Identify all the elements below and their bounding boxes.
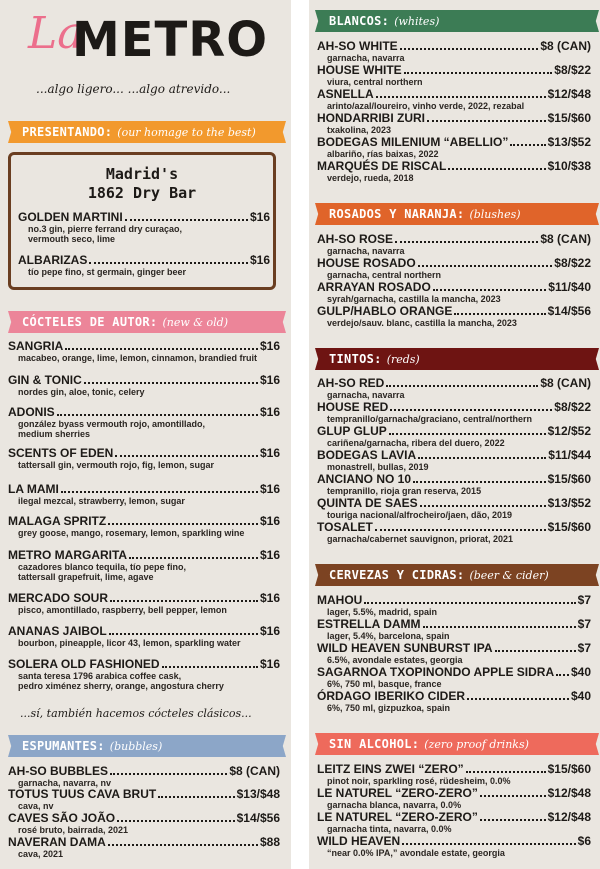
presentando-banner: [14, 121, 280, 143]
menu-item-row: [8, 405, 280, 419]
menu-item-description: verdejo, rueda, 2018: [327, 173, 414, 183]
dot-leader: [402, 843, 576, 845]
menu-item-description: macabeo, orange, lime, lemon, cinnamon, brandied fruit: [18, 353, 258, 363]
menu-item: [8, 764, 280, 788]
dot-leader: [386, 385, 538, 387]
menu-item-row: [317, 39, 591, 53]
menu-item-row: [317, 256, 591, 270]
menu-item-description: cariñena/garnacha, ribera del duero, 2022: [327, 438, 505, 448]
sinalcohol-title: SIN ALCOHOL:: [329, 737, 420, 751]
menu-item-row: [317, 593, 591, 607]
dot-leader: [162, 666, 258, 668]
menu-item-price: $8/$22: [554, 400, 591, 414]
menu-item: [8, 787, 280, 811]
sinalcohol-banner: [321, 733, 593, 755]
menu-item-row: [8, 787, 280, 801]
menu-item-description: santa teresa 1796 arabica coffee cask,: [18, 671, 182, 681]
menu-item-name: LE NATUREL “ZERO-ZERO”: [317, 786, 478, 800]
menu-item-name: BODEGAS MILENIUM “ABELLIO”: [317, 135, 509, 149]
dot-leader: [480, 819, 546, 821]
menu-item: [317, 762, 591, 786]
menu-item-description: garnacha, navarra: [327, 246, 405, 256]
menu-item-row: [18, 253, 270, 267]
dot-leader: [423, 626, 576, 628]
rosados-banner: [321, 203, 593, 225]
menu-item-row: [317, 424, 591, 438]
menu-item-row: [8, 811, 280, 825]
menu-item-description: txakolina, 2023: [327, 125, 392, 135]
menu-item-description: pisco, amontillado, raspberry, bell pepper, lemon: [18, 605, 227, 615]
menu-item-row: [317, 472, 591, 486]
menu-item: [317, 520, 591, 544]
menu-item-description: syrah/garnacha, castilla la mancha, 2023: [327, 294, 501, 304]
menu-item-name: GULP/HABLO ORANGE: [317, 304, 453, 318]
menu-item: [8, 657, 280, 691]
tintos-title: TINTOS:: [329, 352, 382, 366]
menu-item-price: $6: [577, 834, 591, 848]
menu-item-name: AH-SO WHITE: [317, 39, 398, 53]
menu-item-description: tattersall grapefruit, lime, agave: [18, 572, 154, 582]
menu-item-name: WILD HEAVEN: [317, 834, 401, 848]
menu-item-price: $40: [570, 665, 591, 679]
menu-item-name: BODEGAS LAVIA: [317, 448, 417, 462]
menu-item-description: pedro ximénez sherry, orange, angostura cherry: [18, 681, 224, 691]
menu-item: [317, 448, 591, 472]
menu-item-name: MAHOU: [317, 593, 363, 607]
menu-item: [317, 111, 591, 135]
menu-item: [317, 400, 591, 424]
menu-item: [8, 835, 280, 859]
menu-item-description: cava, nv: [18, 801, 54, 811]
menu-item: [317, 256, 591, 280]
menu-item-row: [317, 63, 591, 77]
dot-leader: [84, 382, 258, 384]
menu-item-price: $88: [259, 835, 280, 849]
menu-item: [317, 689, 591, 713]
menu-item-name: HOUSE ROSADO: [317, 256, 416, 270]
menu-item-row: [317, 400, 591, 414]
menu-item: [317, 810, 591, 834]
menu-item-row: [8, 657, 280, 671]
menu-item-name: ANCIANO NO 10: [317, 472, 412, 486]
menu-item-row: [8, 835, 280, 849]
menu-item-name: ADONIS: [8, 405, 55, 419]
sinalcohol-subtitle: (zero proof drinks): [424, 737, 529, 751]
menu-item: [317, 472, 591, 496]
menu-item: [18, 210, 270, 244]
dot-leader: [480, 795, 546, 797]
menu-item-price: $12/$52: [547, 424, 591, 438]
menu-item: [8, 405, 280, 439]
menu-item-row: [8, 339, 280, 353]
cervezas-subtitle: (beer & cider): [469, 568, 549, 582]
dot-leader: [400, 48, 539, 50]
menu-item-description: tío pepe fino, st germain, ginger beer: [28, 267, 187, 277]
menu-item: [317, 641, 591, 665]
espumantes-title: ESPUMANTES:: [22, 739, 105, 753]
dot-leader: [115, 455, 258, 457]
dot-leader: [376, 96, 546, 98]
menu-item-row: [317, 617, 591, 631]
menu-item-price: $16: [259, 482, 280, 496]
menu-item-price: $15/$60: [547, 472, 591, 486]
menu-item-price: $14/$56: [236, 811, 280, 825]
menu-item-price: $15/$60: [547, 111, 591, 125]
menu-item-price: $15/$60: [547, 520, 591, 534]
blancos-title: BLANCOS:: [329, 14, 390, 28]
dry-bar-title-line1: Madrid's: [105, 165, 179, 183]
dot-leader: [448, 168, 545, 170]
rosados-subtitle: (blushes): [469, 207, 521, 221]
menu-item-row: [317, 641, 591, 655]
menu-item-description: no.3 gin, pierre ferrand dry curaçao,: [28, 224, 183, 234]
menu-item-row: [317, 232, 591, 246]
menu-item: [317, 87, 591, 111]
menu-item-description: nordes gin, aloe, tonic, celery: [18, 387, 145, 397]
menu-item-name: MERCADO SOUR: [8, 591, 109, 605]
dry-bar-title-line2: 1862 Dry Bar: [87, 184, 197, 202]
menu-item-description: albariño, rías baixas, 2022: [327, 149, 439, 159]
menu-item: [8, 811, 280, 835]
dot-leader: [390, 409, 552, 411]
menu-item-price: $13/$52: [547, 496, 591, 510]
menu-item-price: $12/$48: [547, 786, 591, 800]
menu-item-name: AH-SO ROSE: [317, 232, 394, 246]
menu-item-row: [317, 135, 591, 149]
menu-item: [317, 159, 591, 183]
menu-item-price: $16: [259, 591, 280, 605]
menu-item-name: TOTUS TUUS CAVA BRUT: [8, 787, 157, 801]
menu-item-name: METRO MARGARITA: [8, 548, 128, 562]
menu-item: [317, 280, 591, 304]
dot-leader: [109, 633, 258, 635]
dot-leader: [57, 414, 258, 416]
menu-item-row: [317, 304, 591, 318]
dot-leader: [510, 144, 545, 146]
menu-item-row: [317, 520, 591, 534]
dot-leader: [108, 523, 258, 525]
menu-item-description: garnacha, navarra: [327, 53, 405, 63]
menu-item-name: HOUSE WHITE: [317, 63, 402, 77]
menu-item-description: tempranillo/garnacha/graciano, central/northern: [327, 414, 533, 424]
menu-item: [8, 446, 280, 470]
menu-item-price: $11/$44: [548, 448, 591, 462]
menu-item-description: pinot noir, sparkling rosé, rüdesheim, 0.0%: [327, 776, 511, 786]
menu-item-description: lager, 5.4%, barcelona, spain: [327, 631, 450, 641]
menu-item-price: $16: [259, 624, 280, 638]
menu-item-name: LE NATUREL “ZERO-ZERO”: [317, 810, 478, 824]
menu-item-description: cava, 2021: [18, 849, 64, 859]
menu-item-description: vermouth seco, lime: [28, 234, 116, 244]
dot-leader: [420, 505, 546, 507]
blancos-banner: [321, 10, 593, 32]
menu-item-row: [317, 762, 591, 776]
menu-item-row: [8, 446, 280, 460]
menu-item-name: ARRAYAN ROSADO: [317, 280, 431, 294]
tagline: ...algo ligero... ...algo atrevido...: [36, 82, 231, 96]
menu-item-row: [317, 448, 591, 462]
presentando-title: PRESENTANDO:: [22, 125, 113, 139]
menu-item-description: tattersall gin, vermouth rojo, fig, lemon, sugar: [18, 460, 215, 470]
dot-leader: [404, 72, 553, 74]
menu-item-name: NAVERAN DAMA: [8, 835, 106, 849]
menu-item-row: [317, 111, 591, 125]
menu-item-price: $7: [577, 617, 591, 631]
menu-item: [8, 624, 280, 648]
menu-item-description: 6%, 750 ml, gizpuzkoa, spain: [327, 703, 451, 713]
menu-item-description: garnacha tinta, navarra, 0.0%: [327, 824, 452, 834]
menu-item-name: AH-SO RED: [317, 376, 385, 390]
menu-item-price: $8/$22: [554, 63, 591, 77]
tintos-banner: [321, 348, 593, 370]
menu-item: [317, 665, 591, 689]
menu-item: [317, 232, 591, 256]
dot-leader: [117, 820, 234, 822]
dot-leader: [418, 265, 553, 267]
menu-item: [317, 63, 591, 87]
dot-leader: [413, 481, 546, 483]
menu-item-description: 6%, 750 ml, basque, france: [327, 679, 442, 689]
menu-item: [317, 617, 591, 641]
menu-item-description: viura, central northern: [327, 77, 423, 87]
blancos-subtitle: (whites): [394, 14, 440, 28]
menu-item-description: lager, 5.5%, madrid, spain: [327, 607, 438, 617]
menu-item-description: monastrell, bullas, 2019: [327, 462, 429, 472]
menu-item-price: $12/$48: [547, 87, 591, 101]
menu-item-row: [8, 591, 280, 605]
menu-item-row: [8, 482, 280, 496]
menu-item-price: $16: [249, 210, 270, 224]
menu-item-row: [317, 689, 591, 703]
menu-item-description: medium sherries: [18, 429, 91, 439]
menu-item-name: ALBARIZAS: [18, 253, 88, 267]
menu-item-price: $11/$40: [548, 280, 591, 294]
menu-item-name: SOLERA OLD FASHIONED: [8, 657, 160, 671]
menu-item-name: SCENTS OF EDEN: [8, 446, 114, 460]
menu-item-description: cazadores blanco tequila, tío pepe fino,: [18, 562, 187, 572]
menu-item-price: $8/$22: [554, 256, 591, 270]
menu-item-price: $16: [249, 253, 270, 267]
menu-item-price: $8 (CAN): [540, 39, 591, 53]
menu-item-name: HOUSE RED: [317, 400, 389, 414]
dot-leader: [395, 241, 538, 243]
menu-item-price: $13/$52: [547, 135, 591, 149]
menu-item-price: $8 (CAN): [229, 764, 280, 778]
left-menu-column: [0, 0, 291, 869]
menu-item-price: $10/$38: [547, 159, 591, 173]
menu-item-row: [317, 786, 591, 800]
menu-item-name: ANANAS JAIBOL: [8, 624, 107, 638]
menu-item-description: garnacha blanca, navarra, 0.0%: [327, 800, 462, 810]
dot-leader: [129, 557, 258, 559]
menu-item-price: $7: [577, 593, 591, 607]
menu-item: [8, 548, 280, 582]
dot-leader: [125, 219, 248, 221]
menu-item-name: ASNELLA: [317, 87, 374, 101]
right-menu-column: [309, 0, 600, 869]
logo-la: La: [28, 8, 84, 59]
menu-item-name: WILD HEAVEN SUNBURST IPA: [317, 641, 493, 655]
menu-item-name: AH-SO BUBBLES: [8, 764, 109, 778]
menu-item-name: GLUP GLUP: [317, 424, 387, 438]
menu-item-name: MALAGA SPRITZ: [8, 514, 107, 528]
dot-leader: [158, 796, 234, 798]
espumantes-banner: [14, 735, 280, 757]
menu-item-name: ÓRDAGO IBERIKO CIDER: [317, 689, 466, 703]
menu-item-row: [317, 159, 591, 173]
menu-item-description: verdejo/sauv. blanc, castilla la mancha, 2023: [327, 318, 517, 328]
menu-item-name: SANGRIA: [8, 339, 64, 353]
menu-item: [8, 514, 280, 538]
menu-item-description: touriga nacional/alfrocheiro/jaen, dão, 2019: [327, 510, 513, 520]
menu-item-row: [8, 624, 280, 638]
menu-item-name: SAGARNOA TXOPINONDO APPLE SIDRA: [317, 665, 555, 679]
menu-item-row: [8, 514, 280, 528]
menu-item-price: $16: [259, 548, 280, 562]
cocteles-title: CÓCTELES DE AUTOR:: [22, 315, 158, 329]
menu-item-row: [18, 210, 270, 224]
menu-item: [317, 496, 591, 520]
menu-item-row: [8, 373, 280, 387]
dot-leader: [108, 844, 258, 846]
menu-item-row: [8, 548, 280, 562]
menu-item: [317, 39, 591, 63]
menu-item-price: $16: [259, 339, 280, 353]
dot-leader: [389, 433, 546, 435]
menu-item-price: $40: [570, 689, 591, 703]
menu-item: [8, 373, 280, 397]
menu-item-description: grey goose, mango, rosemary, lemon, sparkling wine: [18, 528, 245, 538]
menu-item-description: tempranillo, rioja gran reserva, 2015: [327, 486, 482, 496]
menu-item-name: LA MAMI: [8, 482, 59, 496]
menu-item-price: $14/$56: [547, 304, 591, 318]
dot-leader: [364, 602, 575, 604]
menu-item-description: garnacha, navarra: [327, 390, 405, 400]
dot-leader: [433, 289, 546, 291]
dot-leader: [556, 674, 569, 676]
menu-item-price: $7: [577, 641, 591, 655]
menu-item-name: GOLDEN MARTINI: [18, 210, 123, 224]
menu-item: [317, 135, 591, 159]
menu-item-name: MARQUÉS DE RISCAL: [317, 159, 447, 173]
dot-leader: [466, 771, 546, 773]
menu-item-description: garnacha, central northern: [327, 270, 442, 280]
menu-item-price: $16: [259, 514, 280, 528]
dot-leader: [110, 773, 227, 775]
menu-item: [317, 304, 591, 328]
menu-item-price: $16: [259, 657, 280, 671]
menu-item: [317, 786, 591, 810]
menu-item-name: GIN & TONIC: [8, 373, 82, 387]
menu-item-row: [317, 665, 591, 679]
menu-item-description: 6.5%, avondale estates, georgia: [327, 655, 463, 665]
dot-leader: [454, 313, 545, 315]
menu-item-row: [317, 87, 591, 101]
menu-item-name: HONDARRIBI ZURI: [317, 111, 425, 125]
menu-item: [8, 482, 280, 506]
menu-item-description: ilegal mezcal, strawberry, lemon, sugar: [18, 496, 185, 506]
cervezas-title: CERVEZAS Y CIDRAS:: [329, 568, 465, 582]
menu-item-price: $15/$60: [547, 762, 591, 776]
dot-leader: [61, 491, 258, 493]
menu-item-price: $16: [259, 373, 280, 387]
cocteles-subtitle: (new & old): [162, 315, 229, 329]
menu-item-price: $16: [259, 446, 280, 460]
menu-item-price: $8 (CAN): [540, 232, 591, 246]
menu-item-price: $8 (CAN): [540, 376, 591, 390]
dot-leader: [89, 262, 248, 264]
tintos-subtitle: (reds): [386, 352, 420, 366]
menu-item-description: “near 0.0% IPA,” avondale estate, georgia: [327, 848, 505, 858]
dot-leader: [418, 457, 546, 459]
dot-leader: [110, 600, 258, 602]
dot-leader: [375, 529, 546, 531]
menu-item-description: rosé bruto, bairrada, 2021: [18, 825, 129, 835]
la-metro-logo: [28, 4, 288, 74]
menu-item-description: gonzález byass vermouth rojo, amontillado,: [18, 419, 206, 429]
cocteles-banner: [14, 311, 280, 333]
menu-item-description: garnacha, navarra, nv: [18, 778, 112, 788]
menu-item-description: arinto/azal/loureiro, vinho verde, 2022, rezabal: [327, 101, 525, 111]
menu-item-row: [8, 764, 280, 778]
menu-item: [8, 591, 280, 615]
menu-item-name: ESTRELLA DAMM: [317, 617, 421, 631]
classic-cocktails-note: ...sí, también hacemos cócteles clásicos...: [20, 707, 252, 720]
menu-item-description: bourbon, pineapple, licor 43, lemon, sparkling water: [18, 638, 241, 648]
menu-item-name: TOSALET: [317, 520, 373, 534]
menu-item: [317, 376, 591, 400]
logo-metro: METRO: [72, 12, 269, 68]
menu-item-row: [317, 280, 591, 294]
menu-item-row: [317, 810, 591, 824]
menu-item: [8, 339, 280, 363]
menu-item-row: [317, 376, 591, 390]
menu-item-row: [317, 496, 591, 510]
menu-item-row: [317, 834, 591, 848]
menu-item: [317, 424, 591, 448]
menu-item: [18, 253, 270, 277]
menu-item: [317, 593, 591, 617]
menu-item: [317, 834, 591, 858]
dot-leader: [495, 650, 576, 652]
menu-item-price: $12/$48: [547, 810, 591, 824]
espumantes-subtitle: (bubbles): [109, 739, 163, 753]
presentando-subtitle: (our homage to the best): [117, 125, 256, 139]
rosados-title: ROSADOS Y NARANJA:: [329, 207, 465, 221]
menu-item-price: $13/$48: [236, 787, 280, 801]
menu-item-description: garnacha/cabernet sauvignon, priorat, 2021: [327, 534, 514, 544]
cervezas-banner: [321, 564, 593, 586]
menu-item-price: $16: [259, 405, 280, 419]
dot-leader: [467, 698, 569, 700]
dot-leader: [65, 348, 258, 350]
menu-item-name: LEITZ EINS ZWEI “ZERO”: [317, 762, 464, 776]
dot-leader: [427, 120, 546, 122]
menu-item-name: CAVES SÃO JOÃO: [8, 811, 116, 825]
menu-item-name: QUINTA DE SAES: [317, 496, 418, 510]
